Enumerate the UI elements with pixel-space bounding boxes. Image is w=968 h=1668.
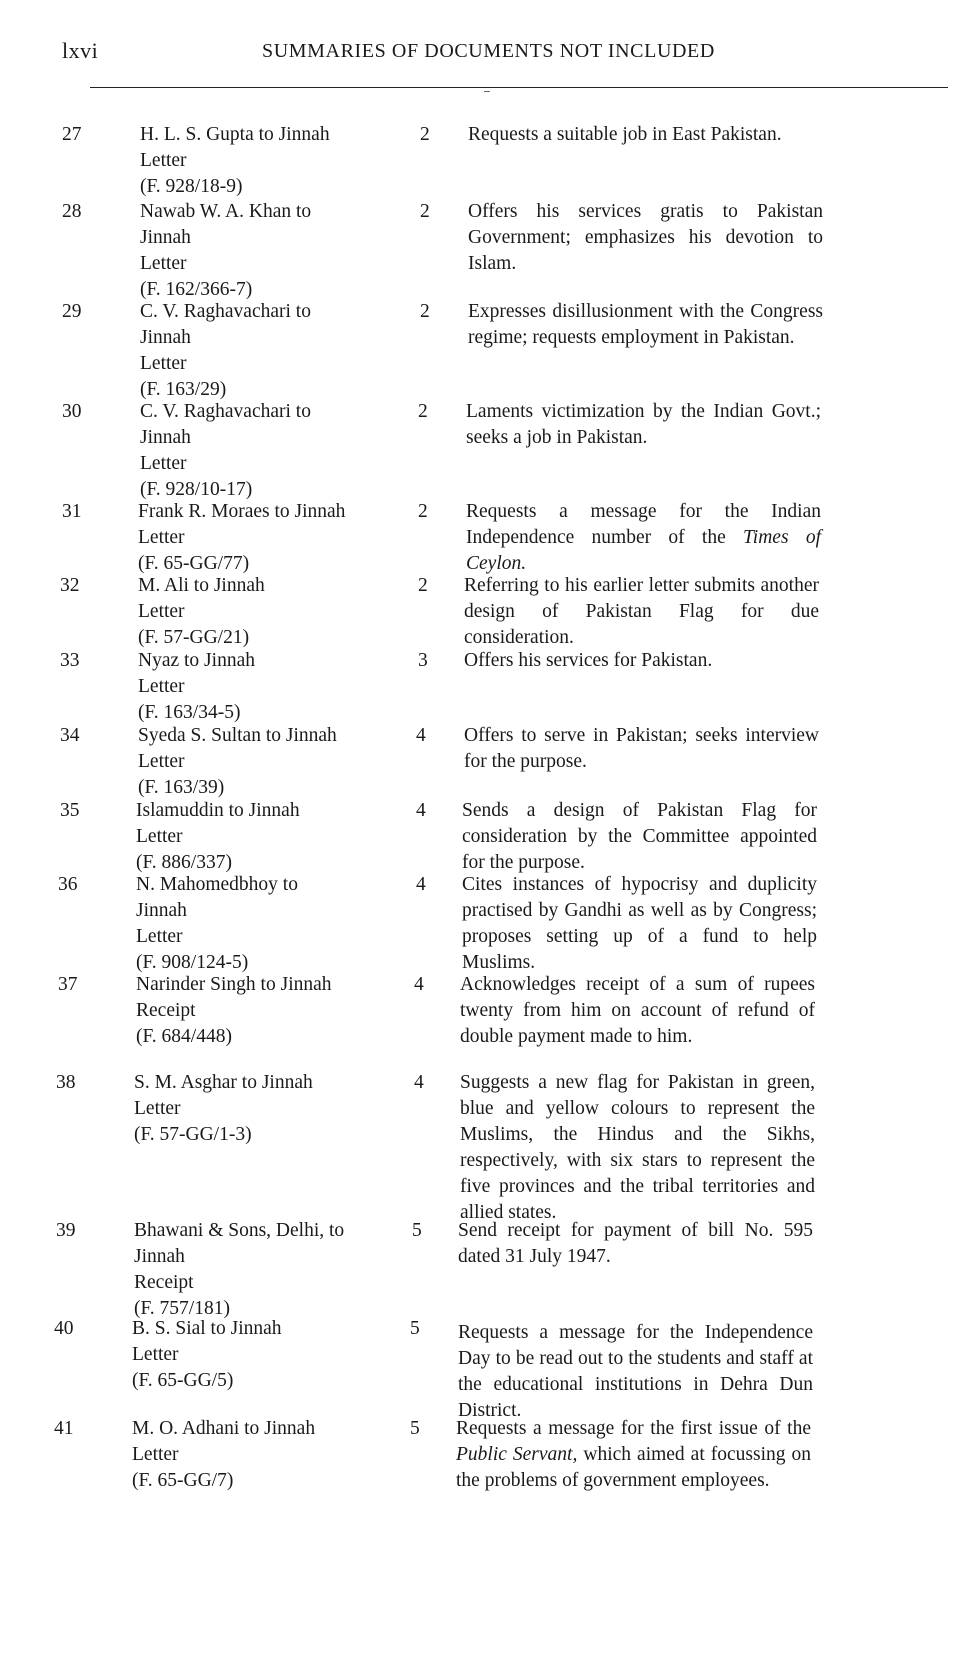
file-reference: (F. 57-GG/21) xyxy=(138,627,250,648)
entry-summary: Requests a message for the Independence Day to be read out to the students and staff at the educational institutions in Dehra Dun District. xyxy=(458,1322,813,1421)
file-reference: (F. 163/39) xyxy=(138,777,225,798)
document-type: Letter xyxy=(138,601,185,622)
file-reference: (F. 163/34-5) xyxy=(138,702,241,723)
entry-number: 30 xyxy=(62,401,82,422)
publication-title: Times of Ceylon. xyxy=(466,527,821,574)
page-reference: 5 xyxy=(410,1318,420,1339)
summary-text: Requests a message for the first issue of the xyxy=(456,1418,811,1439)
document-type: Letter xyxy=(138,527,185,548)
file-reference: (F. 757/181) xyxy=(134,1298,230,1319)
entry-correspondent xyxy=(138,723,388,801)
page-reference: 4 xyxy=(416,725,426,746)
entry-correspondent xyxy=(138,499,388,577)
entry-number: 29 xyxy=(62,301,82,322)
entry-summary: Laments victimization by the Indian Govt.; seeks a job in Pakistan. xyxy=(466,401,821,448)
entry-correspondent xyxy=(140,299,390,403)
entry-summary: Referring to his earlier letter submits another design of Pakistan Flag for due consideration. xyxy=(464,575,819,648)
document-type: Letter xyxy=(132,1344,179,1365)
entry-number: 32 xyxy=(60,575,80,596)
entry-summary: Send receipt for payment of bill No. 595 dated 31 July 1947. xyxy=(458,1220,813,1267)
page-folio: lxvi xyxy=(62,38,99,63)
entry-number: 41 xyxy=(54,1418,74,1439)
page-reference: 2 xyxy=(418,501,428,522)
file-reference: (F. 163/29) xyxy=(140,379,227,400)
page-reference: 4 xyxy=(416,800,426,821)
entry-summary: Expresses disillusionment with the Congress regime; requests employment in Pakistan. xyxy=(468,301,823,348)
document-type: Letter xyxy=(136,826,183,847)
entry-correspondent xyxy=(140,199,390,303)
entry-summary xyxy=(456,1416,811,1494)
correspondent-name-cont: Jinnah xyxy=(140,427,191,448)
file-reference: (F. 684/448) xyxy=(136,1026,232,1047)
correspondent-name: H. L. S. Gupta to Jinnah xyxy=(140,124,330,145)
correspondent-name-cont: Jinnah xyxy=(134,1246,185,1267)
file-reference: (F. 908/124-5) xyxy=(136,952,249,973)
entry-number: 27 xyxy=(62,124,82,145)
summary-text-cont: which aimed at focussing on the problems of government employees. xyxy=(456,1444,812,1491)
entry-number: 39 xyxy=(56,1220,76,1241)
entry-summary: Sends a design of Pakistan Flag for consideration by the Committee appointed for the purpose. xyxy=(462,800,817,873)
entry-number: 37 xyxy=(58,974,78,995)
document-type: Letter xyxy=(140,353,187,374)
entry-summary xyxy=(466,499,821,577)
document-type: Letter xyxy=(140,150,187,171)
correspondent-name: N. Mahomedbhoy to xyxy=(136,874,298,895)
document-type: Receipt xyxy=(136,1000,196,1021)
entry-summary: Suggests a new flag for Pakistan in green, blue and yellow colours to represent the Muslims, the Hindus and the Sikhs, respectively, with six stars to represent the five provinces and the tribal territories and allied states. xyxy=(460,1072,815,1223)
file-reference: (F. 928/18-9) xyxy=(140,176,243,197)
entry-correspondent xyxy=(136,872,386,976)
correspondent-name-cont: Jinnah xyxy=(140,227,191,248)
entry-correspondent xyxy=(134,1218,384,1322)
page-reference: 5 xyxy=(410,1418,420,1439)
entry-number: 35 xyxy=(60,800,80,821)
file-reference: (F. 65-GG/77) xyxy=(138,553,250,574)
correspondent-name-cont: Jinnah xyxy=(140,327,191,348)
entry-correspondent xyxy=(140,399,390,503)
file-reference: (F. 886/337) xyxy=(136,852,232,873)
file-reference: (F. 928/10-17) xyxy=(140,479,253,500)
entry-summary: Offers his services gratis to Pakistan Government; emphasizes his devotion to Islam. xyxy=(468,201,823,274)
entry-number: 40 xyxy=(54,1318,74,1339)
page-reference: 4 xyxy=(414,1072,424,1093)
entry-correspondent xyxy=(132,1316,382,1394)
correspondent-name: M. O. Adhani to Jinnah xyxy=(132,1418,316,1439)
entry-summary: Acknowledges receipt of a sum of rupees twenty from him on account of refund of double payment made to him. xyxy=(460,974,815,1047)
correspondent-name: Nyaz to Jinnah xyxy=(138,650,255,671)
file-reference: (F. 57-GG/1-3) xyxy=(134,1124,252,1145)
entry-summary: Requests a suitable job in East Pakistan. xyxy=(468,124,782,145)
page-reference: 2 xyxy=(418,401,428,422)
document-type: Letter xyxy=(138,751,185,772)
page-reference: 2 xyxy=(420,301,430,322)
summary-text: Requests a message for the Indian Independence number of the xyxy=(466,501,821,548)
document-type: Receipt xyxy=(134,1272,194,1293)
page-reference: 3 xyxy=(418,650,428,671)
running-title: SUMMARIES OF DOCUMENTS NOT INCLUDED xyxy=(262,40,715,62)
entry-number: 36 xyxy=(58,874,78,895)
document-type: Letter xyxy=(134,1098,181,1119)
entry-number: 33 xyxy=(60,650,80,671)
entry-correspondent xyxy=(132,1416,382,1494)
entry-correspondent xyxy=(134,1070,384,1148)
publication-title: Public Servant, xyxy=(456,1444,578,1465)
correspondent-name-cont: Jinnah xyxy=(136,900,187,921)
correspondent-name: Narinder Singh to Jinnah xyxy=(136,974,332,995)
page-reference: 2 xyxy=(418,575,428,596)
entry-number: 28 xyxy=(62,201,82,222)
entry-summary: Cites instances of hypocrisy and duplicity practised by Gandhi as well as by Congress; proposes setting up of a fund to help Muslims. xyxy=(462,874,817,973)
correspondent-name: Frank R. Moraes to Jinnah xyxy=(138,501,346,522)
document-type: Letter xyxy=(140,453,187,474)
document-type: Letter xyxy=(132,1444,179,1465)
correspondent-name: B. S. Sial to Jinnah xyxy=(132,1318,282,1339)
page-reference: 4 xyxy=(416,874,426,895)
entry-correspondent xyxy=(136,972,386,1050)
page-reference: 5 xyxy=(412,1220,422,1241)
entry-correspondent xyxy=(138,573,388,651)
correspondent-name: Islamuddin to Jinnah xyxy=(136,800,300,821)
page-reference: 2 xyxy=(420,124,430,145)
correspondent-name: Syeda S. Sultan to Jinnah xyxy=(138,725,337,746)
document-type: Letter xyxy=(136,926,183,947)
file-reference: (F. 162/366-7) xyxy=(140,279,253,300)
document-type: Letter xyxy=(138,676,185,697)
entry-summary: Offers to serve in Pakistan; seeks interview for the purpose. xyxy=(464,725,819,772)
correspondent-name: C. V. Raghavachari to xyxy=(140,301,311,322)
correspondent-name: Nawab W. A. Khan to xyxy=(140,201,312,222)
entry-correspondent xyxy=(136,798,386,876)
document-type: Letter xyxy=(140,253,187,274)
entry-correspondent xyxy=(140,122,390,200)
entry-number: 38 xyxy=(56,1072,76,1093)
correspondent-name: Bhawani & Sons, Delhi, to xyxy=(134,1220,345,1241)
entry-number: 31 xyxy=(62,501,82,522)
correspondent-name: C. V. Raghavachari to xyxy=(140,401,311,422)
entry-summary: Offers his services for Pakistan. xyxy=(464,650,713,671)
page-reference: 4 xyxy=(414,974,424,995)
file-reference: (F. 65-GG/5) xyxy=(132,1370,234,1391)
entry-number: 34 xyxy=(60,725,80,746)
correspondent-name: S. M. Asghar to Jinnah xyxy=(134,1072,313,1093)
correspondent-name: M. Ali to Jinnah xyxy=(138,575,265,596)
file-reference: (F. 65-GG/7) xyxy=(132,1470,234,1491)
page-reference: 2 xyxy=(420,201,430,222)
entry-correspondent xyxy=(138,648,388,726)
